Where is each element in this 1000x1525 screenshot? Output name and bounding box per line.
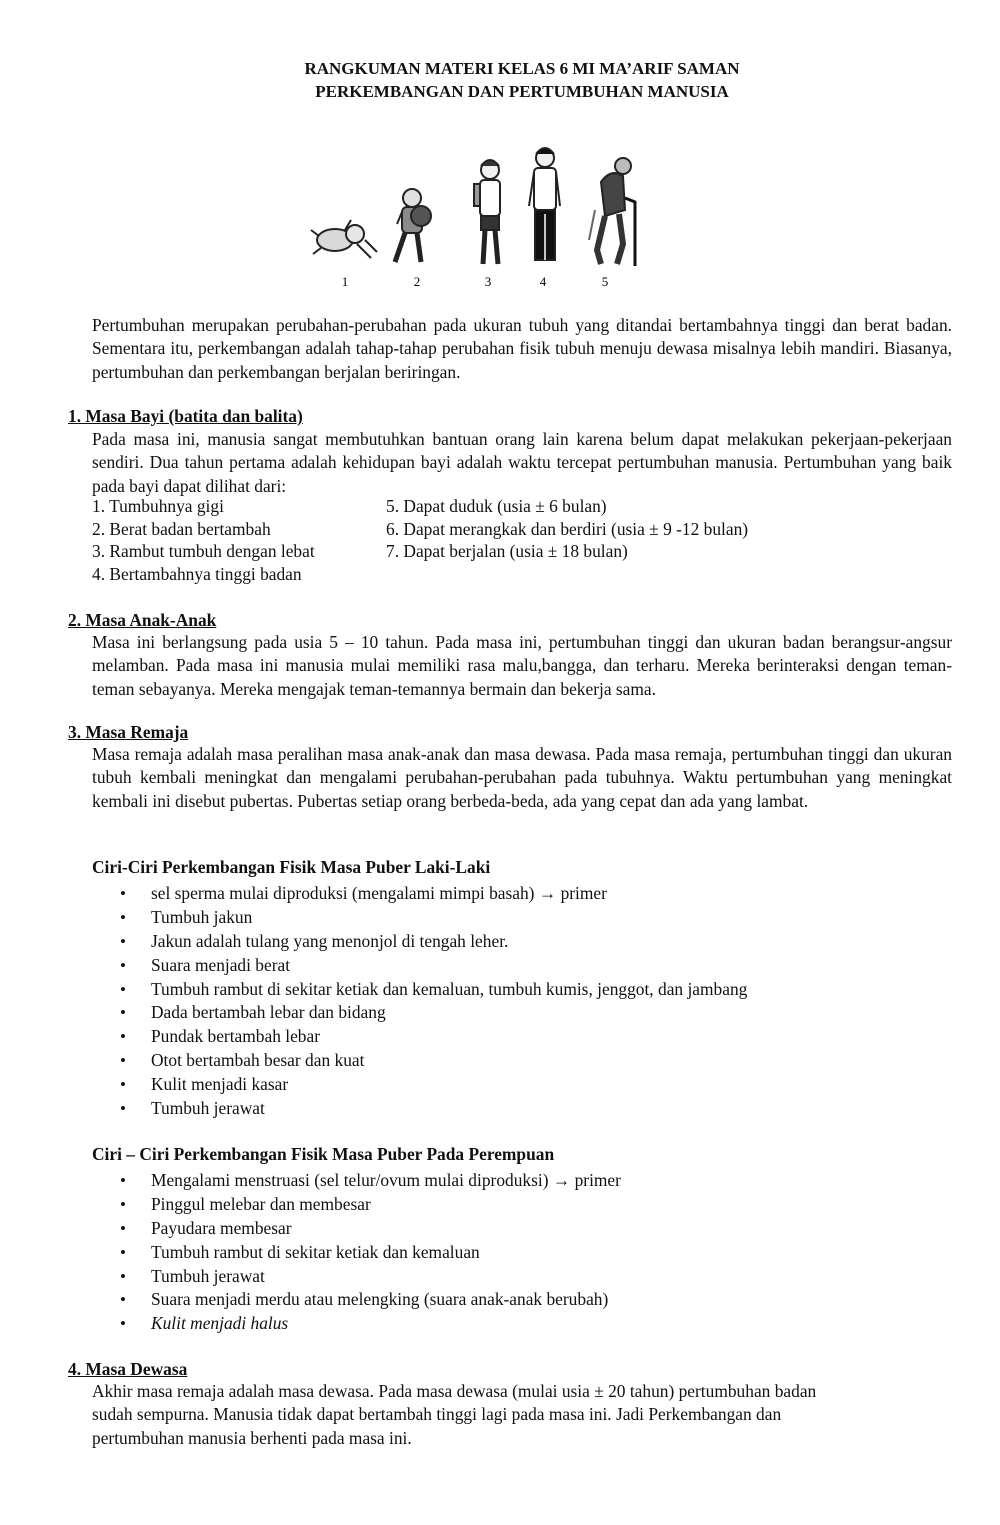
stage-number-5: 5: [601, 274, 609, 289]
paragraph-line: pertumbuhan manusia berhenti pada masa ini.: [92, 1427, 412, 1448]
stage-number-2: 2: [413, 274, 421, 289]
section-1-paragraph: Pada masa ini, manusia sangat membutuhkan bantuan orang lain karena belum dapat melakukan pekerjaan-pekerjaan sendiri. Dua tahun pertama adalah kehidupan bayi adalah waktu tercepat pertumbuhan manusia. Pertumbuhan yang baik pada bayi dapat dilihat dari:: [92, 429, 952, 496]
female-puberty-heading: Ciri – Ciri Perkembangan Fisik Masa Puber Pada Perempuan: [92, 1144, 555, 1164]
list-item: • Tumbuh rambut di sekitar ketiak dan kemaluan: [120, 1241, 480, 1262]
list-item: • Kulit menjadi kasar: [120, 1074, 289, 1095]
child-figure: [474, 160, 500, 264]
list-item: 5. Dapat duduk (usia ± 6 bulan): [386, 496, 607, 516]
list-item: 7. Dapat berjalan (usia ± 18 bulan): [386, 541, 628, 562]
list-item: • Payudara membesar: [120, 1217, 292, 1238]
list-item: 3. Rambut tumbuh dengan lebat: [92, 541, 315, 562]
section-1-heading: 1. Masa Bayi (batita dan balita): [68, 406, 303, 426]
adult-figure: [529, 148, 560, 260]
baby-figure: [311, 220, 377, 258]
stage-number-1: 1: [341, 274, 349, 289]
section-3-heading: 3. Masa Remaja: [68, 722, 189, 742]
list-item: 6. Dapat merangkak dan berdiri (usia ± 9 -12 bulan): [386, 518, 749, 539]
list-item: • Tumbuh jerawat: [120, 1265, 265, 1286]
elderly-figure: [589, 158, 635, 266]
list-item: • Tumbuh jakun: [120, 906, 253, 927]
section-4-heading: 4. Masa Dewasa: [68, 1359, 188, 1379]
baby-growth-list: [92, 495, 952, 585]
document-title: RANGKUMAN MATERI KELAS 6 MI MA’ARIF SAMAN: [304, 59, 740, 78]
section-2-paragraph: Masa ini berlangsung pada usia 5 – 10 tahun. Pada masa ini, pertumbuhan tinggi dan ukuran badan berangsur-angsur melamban. Pada masa ini manusia mulai memiliki rasa malu,bangga, dan terharu. Mereka berinteraksi dengan teman-teman sebayanya. Mereka mengajak teman-temannya bermain dan bekerja sama.: [92, 632, 952, 699]
list-item: • Pundak bertambah lebar: [120, 1026, 321, 1047]
list-item: • sel sperma mulai diproduksi (mengalami mimpi basah) → primer: [120, 883, 607, 903]
list-item: • Tumbuh jerawat: [120, 1098, 265, 1119]
paragraph-line: Akhir masa remaja adalah masa dewasa. Pada masa dewasa (mulai usia ± 20 tahun) pertumbuhan badan: [92, 1381, 817, 1401]
section-2-heading: 2. Masa Anak-Anak: [68, 610, 217, 630]
paragraph-line: sudah sempurna. Manusia tidak dapat bertambah tinggi lagi pada masa ini. Jadi Perkembangan dan: [92, 1404, 782, 1425]
list-row: [92, 518, 952, 541]
list-item: • Mengalami menstruasi (sel telur/ovum mulai diproduksi) → primer: [120, 1170, 621, 1190]
list-item: 1. Tumbuhnya gigi: [92, 496, 224, 516]
list-item: • Suara menjadi merdu atau melengking (suara anak-anak berubah): [120, 1289, 609, 1310]
stage-number-3: 3: [484, 274, 492, 289]
list-row: [92, 495, 952, 518]
toddler-figure: [395, 189, 431, 262]
document-subtitle: PERKEMBANGAN DAN PERTUMBUHAN MANUSIA: [315, 82, 729, 101]
list-item: 2. Berat badan bertambah: [92, 518, 271, 539]
growth-stages-illustration: [305, 140, 645, 292]
list-row: [92, 540, 952, 563]
list-item: • Tumbuh rambut di sekitar ketiak dan kemaluan, tumbuh kumis, jenggot, dan jambang: [120, 978, 748, 999]
list-row: [92, 563, 952, 586]
section-4-paragraph: [92, 1380, 952, 1450]
list-item: • Otot bertambah besar dan kuat: [120, 1050, 365, 1071]
list-item: • Jakun adalah tulang yang menonjol di tengah leher.: [120, 930, 509, 951]
male-puberty-heading: Ciri-Ciri Perkembangan Fisik Masa Puber Laki-Laki: [92, 857, 491, 877]
male-puberty-list: [120, 882, 950, 1121]
intro-paragraph: Pertumbuhan merupakan perubahan-perubahan pada ukuran tubuh yang ditandai bertambahnya tinggi dan berat badan. Sementara itu, perkembangan adalah tahap-tahap perubahan fisik tubuh menuju dewasa misalnya lebih mandiri. Biasanya, pertumbuhan dan perkembangan berjalan beriringan.: [92, 315, 952, 382]
list-item: • Kulit menjadi halus: [120, 1313, 289, 1334]
section-3-paragraph: Masa remaja adalah masa peralihan masa anak-anak dan masa dewasa. Pada masa remaja, pertumbuhan tinggi dan ukuran tubuh kembali meningkat dan mengalami perubahan-perubahan pada tubuhnya. Waktu pertumbuhan yang meningkat kembali ini disebut pubertas. Pubertas setiap orang berbeda-beda, ada yang cepat dan ada yang lambat.: [92, 744, 952, 811]
list-item: • Suara menjadi berat: [120, 954, 291, 975]
list-item: • Dada bertambah lebar dan bidang: [120, 1002, 386, 1023]
list-item: 4. Bertambahnya tinggi badan: [92, 563, 302, 584]
female-puberty-list: [120, 1169, 950, 1336]
stage-number-4: 4: [539, 274, 547, 289]
list-item: • Pinggul melebar dan membesar: [120, 1193, 371, 1214]
